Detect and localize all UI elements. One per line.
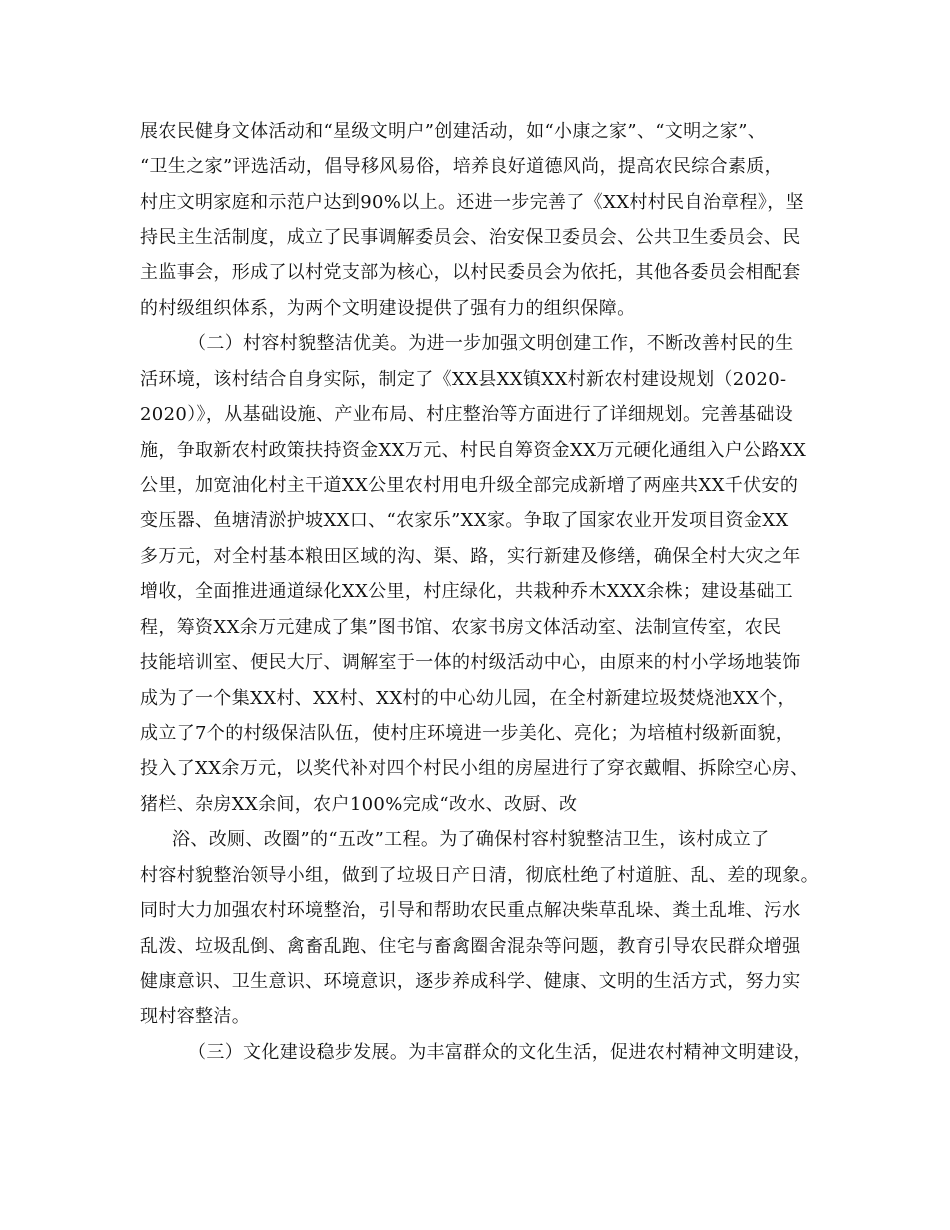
text-line: 同时大力加强农村环境整治，引导和帮助农民重点解决柴草乱垛、粪土乱堆、污水 [140,900,801,921]
text-line: 现村容整洁。 [140,1006,251,1027]
text-line: 技能培训室、便民大厅、调解室于一体的村级活动中心，由原来的村小学场地装饰 [140,652,801,673]
text-line: 增收，全面推进通道绿化XX公里，村庄绿化，共栽种乔木XXX余株；建设基础工 [140,581,794,602]
text-line: 乱泼、垃圾乱倒、禽畜乱跑、住宅与畜禽圈舍混杂等问题，教育引导农民群众增强 [140,936,801,957]
text-line: 持民主生活制度，成立了民事调解委员会、治安保卫委员会、公共卫生委员会、民 [140,227,801,248]
text-line: 成为了一个集XX村、XX村、XX村的中心幼儿园，在全村新建垃圾焚烧池XX个， [140,688,796,709]
text-line: 活环境，该村结合自身实际，制定了《XX县XX镇XX村新农村建设规划（2020- [140,369,787,390]
text-line: 变压器、鱼塘清淤护坡XX口、“农家乐”XX家。争取了国家农业开发项目资金XX [140,510,789,531]
section-heading-line: （二）村容村貌整洁优美。为进一步加强文明创建工作，不断改善村民的生 [188,333,794,354]
text-line: 2020）》，从基础设施、产业布局、村庄整治等方面进行了详细规划。完善基础设 [140,404,794,425]
text-line: 浴、改厕、改圈”的“五改”工程。为了确保村容村貌整洁卫生，该村成立了 [172,829,770,850]
text-line: 村容村貌整治领导小组，做到了垃圾日产日清，彻底杜绝了村道脏、乱、差的现象。 [140,865,819,886]
text-line: 施，争取新农村政策扶持资金XX万元、村民自筹资金XX万元硬化通组入户公路XX [140,440,807,461]
text-line: 公里，加宽油化村主干道XX公里农村用电升级全部完成新增了两座共XX千伏安的 [140,475,799,496]
text-line: 的村级组织体系，为两个文明建设提供了强有力的组织保障。 [140,298,636,319]
text-line: 展农民健身文体活动和“星级文明户”创建活动，如“小康之家”、“文明之家”、 [140,121,767,142]
section-heading-line: （三）文化建设稳步发展。为丰富群众的文化生活，促进农村精神文明建设， [188,1042,812,1063]
text-line: 猪栏、杂房XX余间，农户100%完成“改水、改厨、改 [140,794,578,815]
text-line: “卫生之家”评选活动，倡导移风易俗，培养良好道德风尚，提高农民综合素质， [140,156,784,177]
text-line: 多万元，对全村基本粮田区域的沟、渠、路，实行新建及修缮，确保全村大灾之年 [140,546,801,567]
text-line: 程，筹资XX余万元建成了集”图书馆、农家书房文体活动室、法制宣传室，农民 [140,617,782,638]
text-line: 投入了XX余万元，以奖代补对四个村民小组的房屋进行了穿衣戴帽、拆除空心房、 [140,758,809,779]
text-line: 村庄文明家庭和示范户达到90%以上。还进一步完善了《XX村村民自治章程》，坚 [140,192,804,213]
text-line: 健康意识、卫生意识、环境意识，逐步养成科学、健康、文明的生活方式，努力实 [140,971,801,992]
text-line: 成立了7个的村级保洁队伍，使村庄环境进一步美化、亮化；为培植村级新面貌， [140,723,795,744]
text-line: 主监事会，形成了以村党支部为核心，以村民委员会为依托，其他各委员会相配套 [140,262,801,283]
